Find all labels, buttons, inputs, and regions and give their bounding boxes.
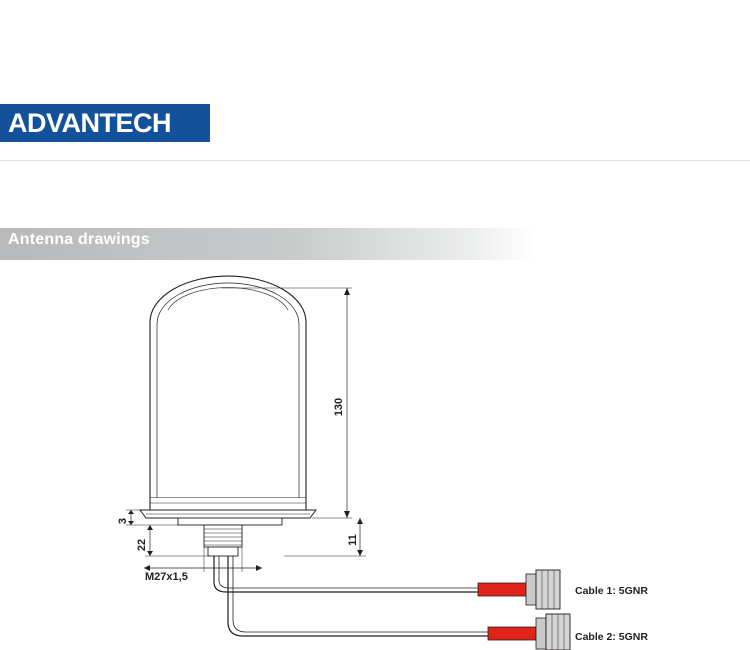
antenna-drawing [0,262,750,650]
cable-1-connector [478,570,560,609]
dimension-label-height: 130 [333,397,345,417]
cable-1-label: Cable 1: 5GNR [575,585,648,597]
header-divider [0,160,750,161]
dimension-label-base-plate: 3 [117,517,129,525]
dimension-label-thread-spec: M27x1,5 [145,571,188,583]
advantech-logo [0,104,210,142]
brand-name: ADVANTECH [8,107,171,138]
dimension-label-thread-length: 22 [136,538,148,552]
page-title: Antenna drawings [8,231,150,248]
dimension-label-mount-offset: 11 [347,534,359,546]
cable-2-connector [488,614,570,650]
cable-2-label: Cable 2: 5GNR [575,631,648,643]
